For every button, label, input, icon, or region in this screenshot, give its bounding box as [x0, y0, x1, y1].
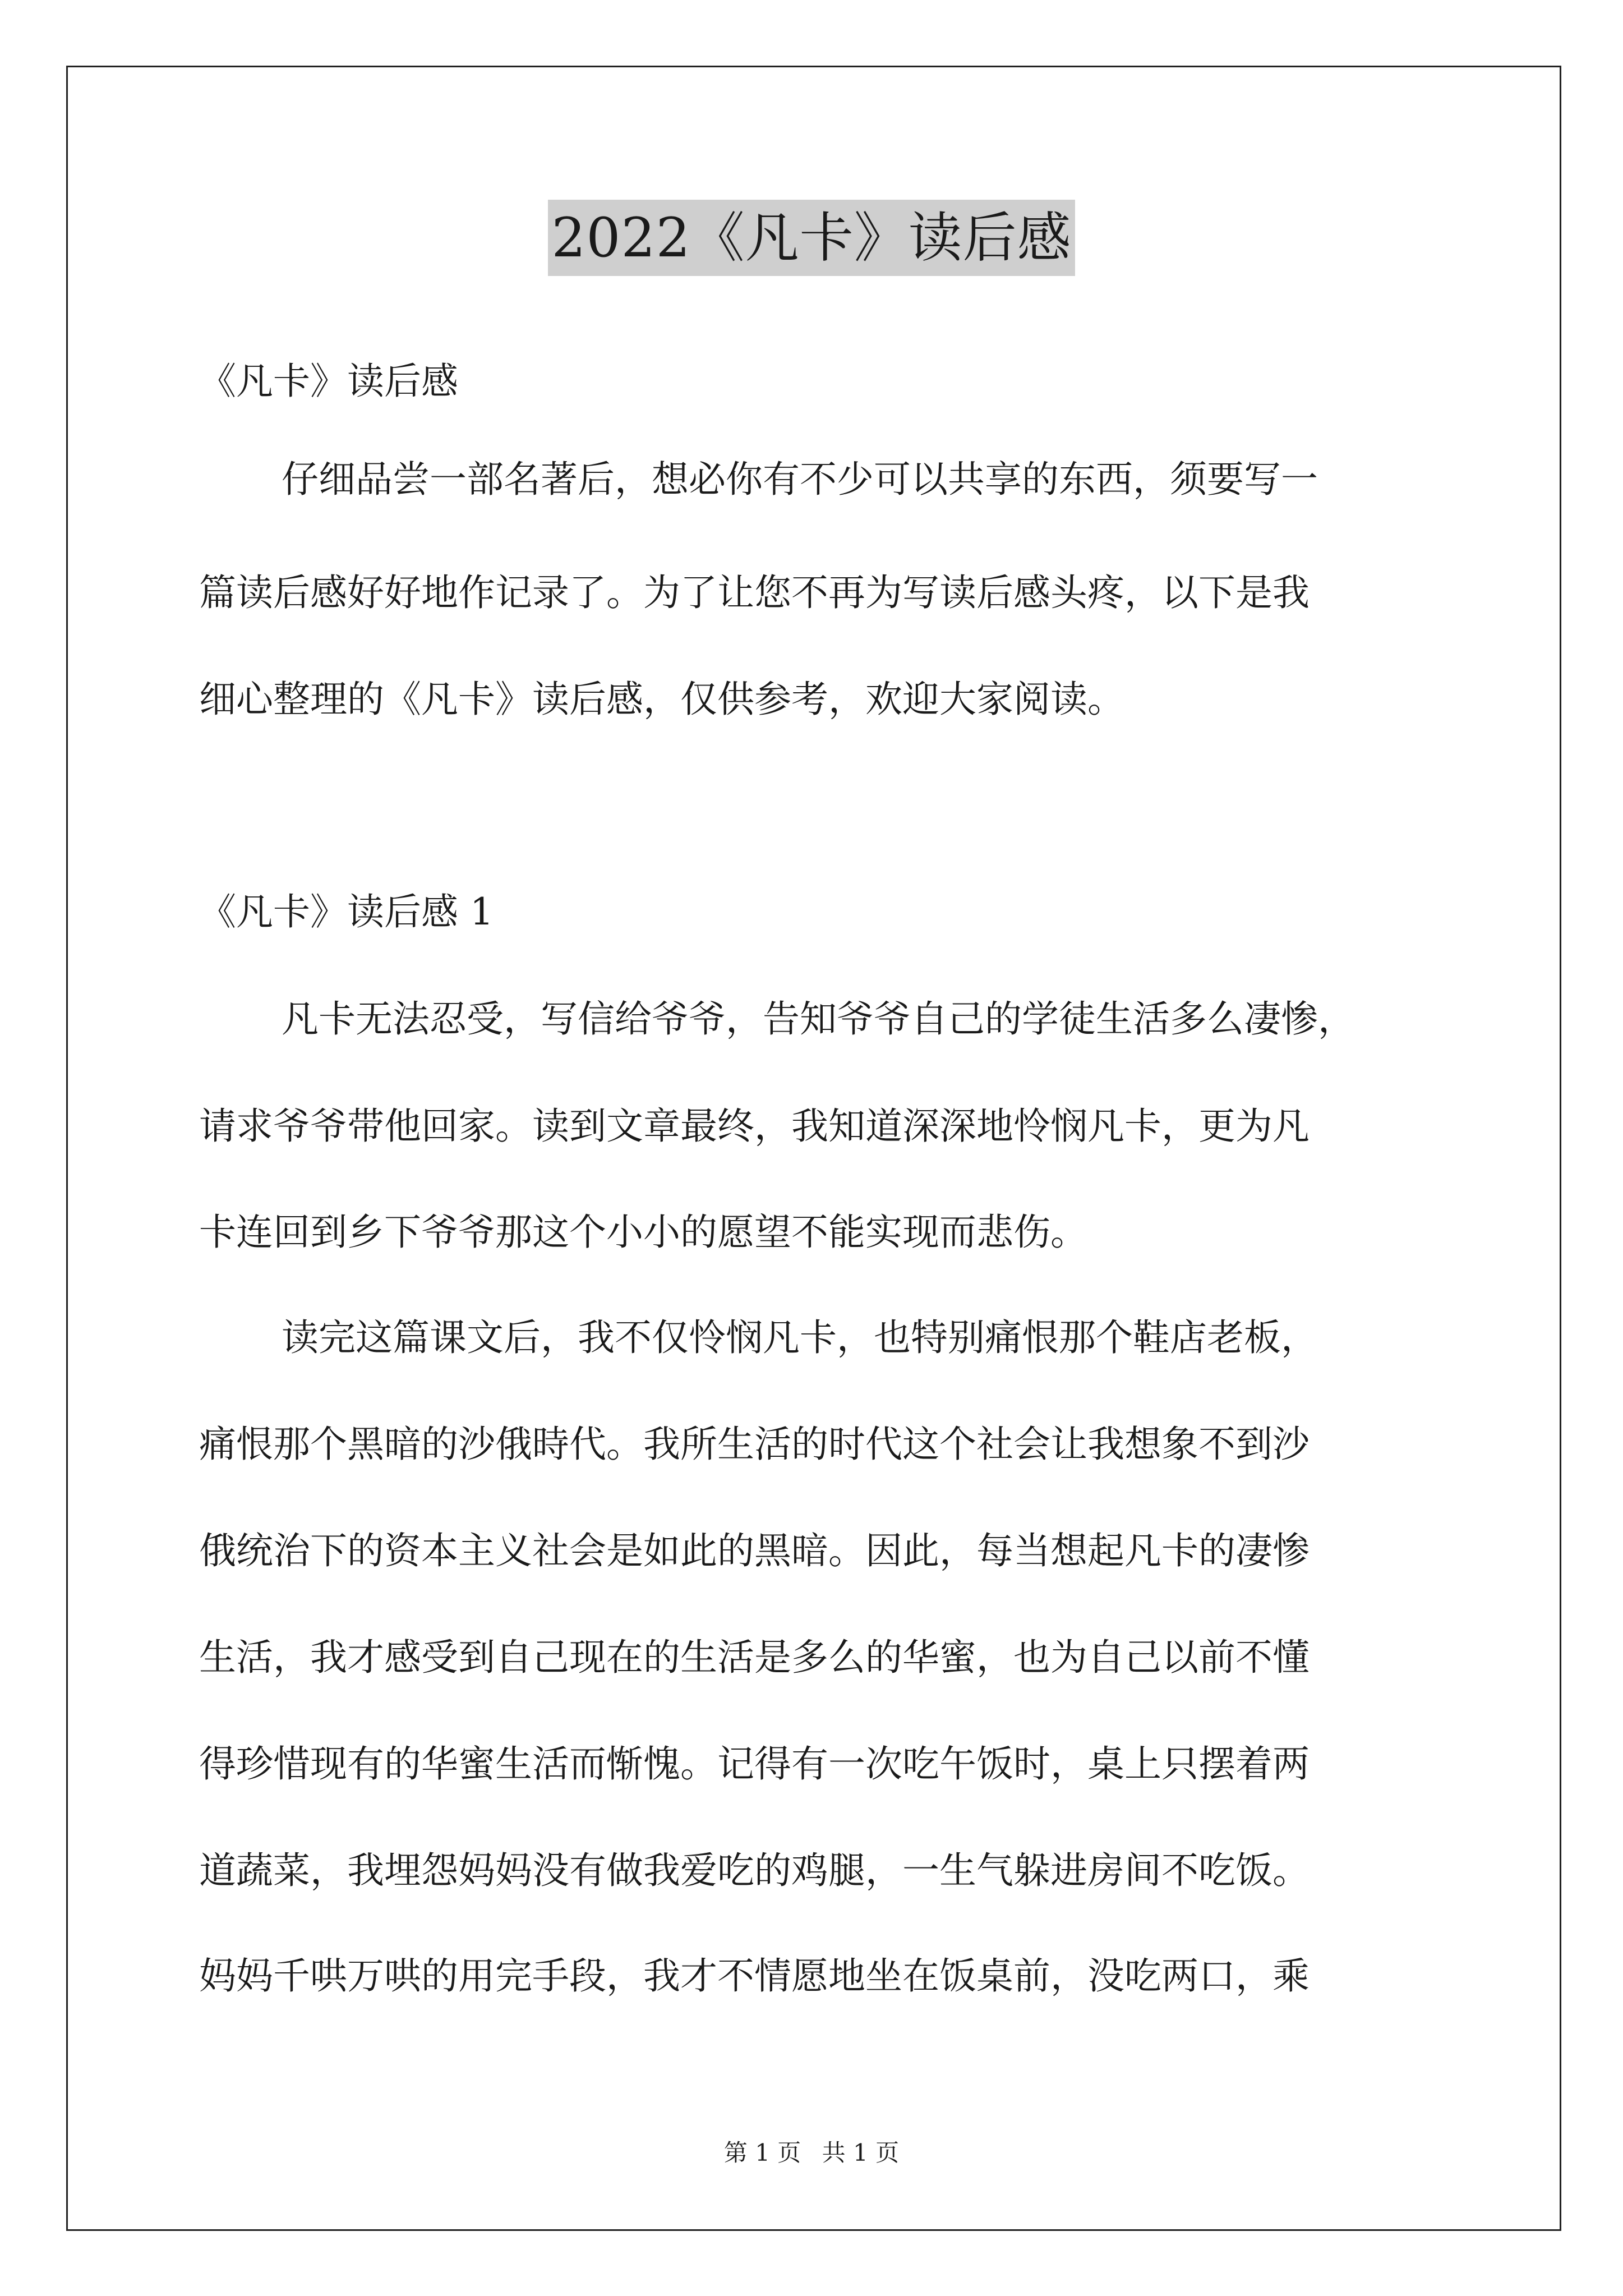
- page-number: 第 1 页: [723, 2139, 801, 2166]
- paragraph-line: 请求爷爷带他回家。读到文章最终，我知道深深地怜悯凡卡，更为凡: [199, 1105, 1310, 1148]
- paragraph-line: 道蔬菜，我埋怨妈妈没有做我爱吃的鸡腿，一生气躲进房间不吃饭。: [199, 1849, 1310, 1892]
- paragraph-line: 俄统治下的资本主义社会是如此的黑暗。因此，每当想起凡卡的凄惨: [199, 1529, 1310, 1572]
- paragraph-line: 得珍惜现有的华蜜生活而惭愧。记得有一次吃午饭时，桌上只摆着两: [199, 1742, 1310, 1786]
- title-container: [0, 200, 1623, 276]
- subtitle: 《凡卡》读后感: [199, 360, 458, 403]
- paragraph-line: 妈妈千哄万哄的用完手段，我才不情愿地坐在饭桌前，没吃两口，乘: [199, 1954, 1310, 1998]
- intro-line: 细心整理的《凡卡》读后感，仅供参考，欢迎大家阅读。: [199, 678, 1124, 721]
- intro-line: 仔细品尝一部名著后，想必你有不少可以共享的东西，须要写一: [282, 458, 1318, 501]
- section-heading: 《凡卡》读后感 1: [199, 890, 494, 933]
- paragraph-line: 读完这篇课文后，我不仅怜悯凡卡，也特别痛恨那个鞋店老板，: [282, 1316, 1318, 1359]
- intro-line: 篇读后感好好地作记录了。为了让您不再为写读后感头疼，以下是我: [199, 571, 1310, 614]
- paragraph-line: 卡连回到乡下爷爷那这个小小的愿望不能实现而悲伤。: [199, 1211, 1087, 1254]
- document-title: 2022《凡卡》读后感: [548, 200, 1075, 276]
- paragraph-line: 痛恨那个黑暗的沙俄時代。我所生活的时代这个社会让我想象不到沙: [199, 1423, 1310, 1466]
- page-total: 共 1 页: [822, 2139, 900, 2166]
- paragraph-line: 凡卡无法忍受，写信给爷爷，告知爷爷自己的学徒生活多么凄惨，: [282, 997, 1355, 1041]
- paragraph-line: 生活，我才感受到自己现在的生活是多么的华蜜，也为自己以前不懂: [199, 1636, 1310, 1679]
- page-footer: [0, 2136, 1623, 2170]
